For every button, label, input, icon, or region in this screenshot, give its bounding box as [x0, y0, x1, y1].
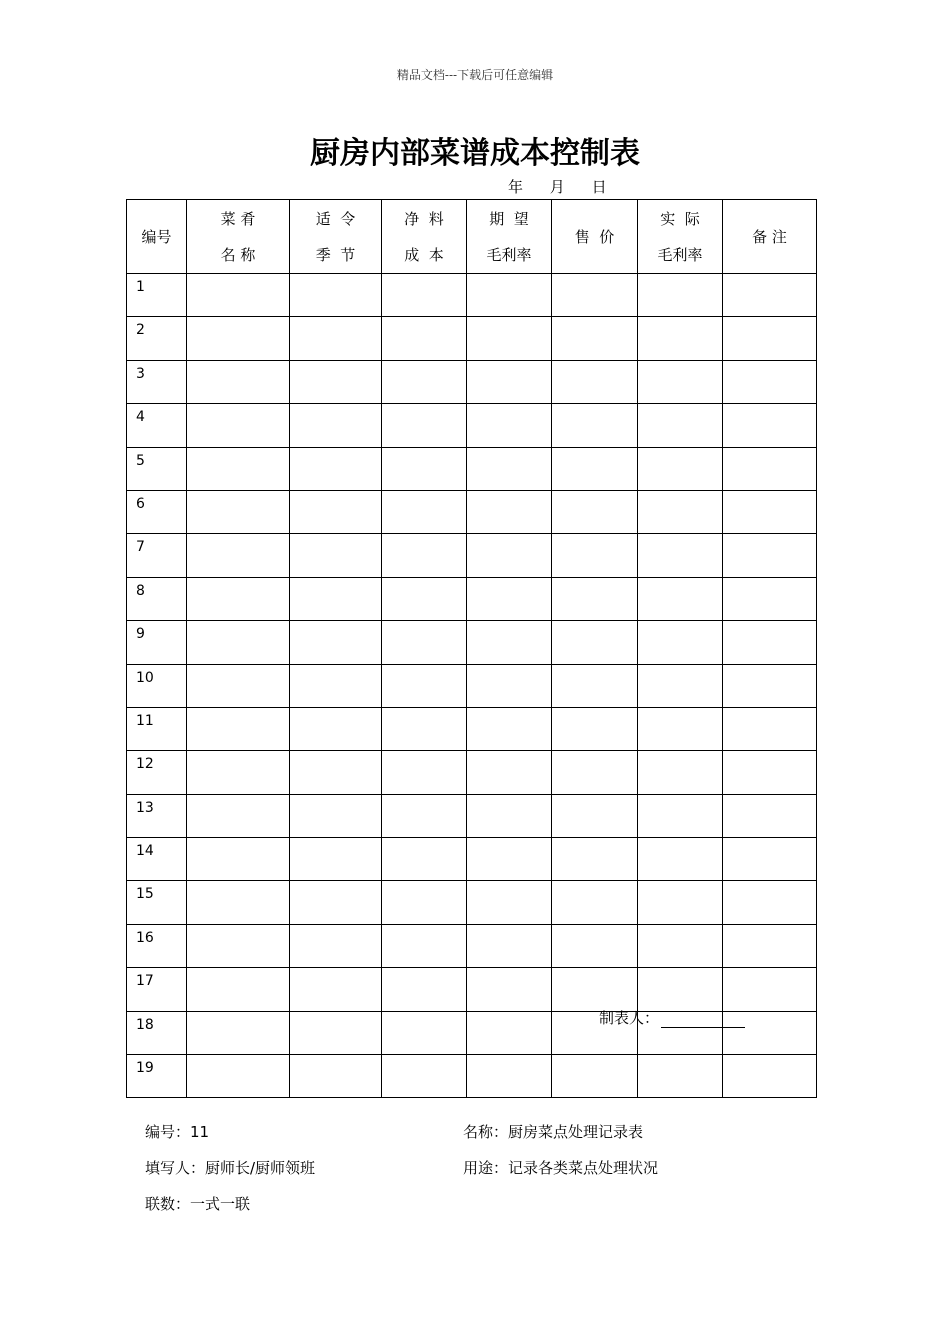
table-row — [127, 404, 817, 447]
table-cell[interactable] — [290, 360, 382, 403]
table-cell[interactable] — [723, 794, 817, 837]
table-cell[interactable] — [723, 447, 817, 490]
table-cell[interactable] — [467, 751, 552, 794]
table-cell[interactable] — [552, 577, 638, 620]
table-cell[interactable] — [723, 490, 817, 533]
table-cell[interactable] — [467, 794, 552, 837]
table-cell[interactable] — [552, 968, 638, 1011]
table-cell[interactable] — [552, 794, 638, 837]
table-cell[interactable] — [552, 924, 638, 967]
table-cell[interactable] — [723, 621, 817, 664]
row-number: 7 — [127, 534, 187, 577]
table-cell[interactable] — [723, 317, 817, 360]
row-number: 9 — [127, 621, 187, 664]
table-cell[interactable] — [290, 577, 382, 620]
table-cell[interactable] — [467, 360, 552, 403]
table-cell[interactable] — [552, 838, 638, 881]
table-row — [127, 924, 817, 967]
table-cell[interactable] — [187, 664, 290, 707]
watermark-header: 精品文档---下载后可任意编辑 — [396, 68, 554, 82]
table-cell[interactable] — [638, 838, 723, 881]
table-cell[interactable] — [638, 794, 723, 837]
table-cell[interactable] — [187, 924, 290, 967]
row-number: 3 — [127, 360, 187, 403]
row-number: 18 — [127, 1011, 187, 1054]
table-cell[interactable] — [382, 274, 467, 317]
row-number: 14 — [127, 838, 187, 881]
date-month: 月 — [549, 178, 565, 196]
footer-copies: 联数：一式一联 — [145, 1195, 251, 1213]
column-header-line: 售 价 — [574, 227, 615, 246]
table-row — [127, 490, 817, 533]
table-cell[interactable] — [382, 707, 467, 750]
table-cell[interactable] — [723, 924, 817, 967]
table-cell[interactable] — [552, 447, 638, 490]
table-cell[interactable] — [382, 404, 467, 447]
column-header-line: 编号 — [141, 227, 172, 246]
table-cell[interactable] — [382, 838, 467, 881]
table-cell[interactable] — [638, 664, 723, 707]
table-cell[interactable] — [187, 1011, 290, 1054]
footer-usage: 用途：记录各类菜点处理状况 — [463, 1159, 659, 1177]
table-cell[interactable] — [290, 1055, 382, 1098]
table-cell[interactable] — [290, 447, 382, 490]
row-number: 15 — [127, 881, 187, 924]
column-header-line: 成 本 — [404, 245, 444, 264]
table-cell[interactable] — [552, 404, 638, 447]
row-number: 5 — [127, 447, 187, 490]
table-row — [127, 360, 817, 403]
row-number: 19 — [127, 1055, 187, 1098]
column-header — [638, 200, 723, 274]
table-cell[interactable] — [467, 534, 552, 577]
table-cell[interactable] — [382, 317, 467, 360]
table-body — [127, 274, 817, 1098]
table-cell[interactable] — [638, 621, 723, 664]
table-cell[interactable] — [290, 881, 382, 924]
table-cell[interactable] — [467, 490, 552, 533]
table-row — [127, 534, 817, 577]
maker-signature — [599, 1007, 745, 1028]
table-cell[interactable] — [382, 621, 467, 664]
table-cell[interactable] — [723, 664, 817, 707]
row-number: 11 — [127, 707, 187, 750]
table-cell[interactable] — [187, 751, 290, 794]
table-cell[interactable] — [187, 447, 290, 490]
table-cell[interactable] — [187, 534, 290, 577]
table-cell[interactable] — [290, 274, 382, 317]
table-row — [127, 707, 817, 750]
table-cell[interactable] — [467, 664, 552, 707]
table-cell[interactable] — [467, 274, 552, 317]
table-cell[interactable] — [382, 881, 467, 924]
table-cell[interactable] — [467, 838, 552, 881]
table-cell[interactable] — [187, 707, 290, 750]
row-number: 12 — [127, 751, 187, 794]
table-cell[interactable] — [552, 534, 638, 577]
row-number: 13 — [127, 794, 187, 837]
table-cell[interactable] — [290, 317, 382, 360]
table-cell[interactable] — [723, 838, 817, 881]
table-cell[interactable] — [638, 751, 723, 794]
column-header-line: 毛利率 — [657, 245, 703, 264]
footer-name: 名称：厨房菜点处理记录表 — [463, 1123, 644, 1141]
table-cell[interactable] — [467, 621, 552, 664]
row-number: 4 — [127, 404, 187, 447]
table-cell[interactable] — [382, 577, 467, 620]
column-header-line: 净 料 — [404, 209, 444, 228]
table-cell[interactable] — [552, 621, 638, 664]
table-row — [127, 968, 817, 1011]
table-cell[interactable] — [382, 794, 467, 837]
cost-control-table — [126, 199, 817, 1098]
table-cell[interactable] — [638, 317, 723, 360]
table-cell[interactable] — [382, 360, 467, 403]
table-cell[interactable] — [467, 968, 552, 1011]
table-cell[interactable] — [638, 577, 723, 620]
table-cell[interactable] — [723, 751, 817, 794]
table-cell[interactable] — [638, 707, 723, 750]
table-cell[interactable] — [382, 447, 467, 490]
table-cell[interactable] — [638, 924, 723, 967]
table-row — [127, 664, 817, 707]
table-cell[interactable] — [290, 924, 382, 967]
table-cell[interactable] — [187, 881, 290, 924]
table-cell[interactable] — [552, 360, 638, 403]
row-number: 17 — [127, 968, 187, 1011]
table-row — [127, 751, 817, 794]
table-cell[interactable] — [638, 881, 723, 924]
table-cell[interactable] — [723, 534, 817, 577]
row-number: 6 — [127, 490, 187, 533]
table-cell[interactable] — [552, 317, 638, 360]
row-number: 8 — [127, 577, 187, 620]
maker-signature-blank[interactable] — [661, 1011, 745, 1028]
row-number: 16 — [127, 924, 187, 967]
table-row — [127, 881, 817, 924]
table-cell[interactable] — [290, 404, 382, 447]
table-row — [127, 577, 817, 620]
table-cell[interactable] — [552, 274, 638, 317]
column-header-line: 期 望 — [489, 209, 529, 228]
table-cell[interactable] — [638, 1055, 723, 1098]
table-cell[interactable] — [723, 881, 817, 924]
column-header-line: 菜 肴 — [220, 209, 256, 228]
row-number: 1 — [127, 274, 187, 317]
table-cell[interactable] — [382, 490, 467, 533]
table-cell[interactable] — [552, 707, 638, 750]
table-cell[interactable] — [723, 360, 817, 403]
table-cell[interactable] — [552, 664, 638, 707]
table-row — [127, 317, 817, 360]
table-cell[interactable] — [638, 534, 723, 577]
column-header — [382, 200, 467, 274]
table-cell[interactable] — [382, 924, 467, 967]
table-cell[interactable] — [187, 317, 290, 360]
table-cell[interactable] — [187, 621, 290, 664]
table-cell[interactable] — [552, 1055, 638, 1098]
table-cell[interactable] — [290, 1011, 382, 1054]
table-cell[interactable] — [723, 404, 817, 447]
column-header-line: 毛利率 — [486, 245, 532, 264]
table-cell[interactable] — [187, 968, 290, 1011]
table-cell[interactable] — [638, 490, 723, 533]
footer-number: 编号：11 — [145, 1123, 210, 1141]
table-cell[interactable] — [290, 707, 382, 750]
column-header-line: 季 节 — [315, 245, 356, 264]
table-cell[interactable] — [382, 1055, 467, 1098]
table-cell[interactable] — [467, 1011, 552, 1054]
table-cell[interactable] — [552, 881, 638, 924]
table-cell[interactable] — [382, 751, 467, 794]
table-cell[interactable] — [467, 404, 552, 447]
table-row — [127, 274, 817, 317]
table-cell[interactable] — [382, 1011, 467, 1054]
table-cell[interactable] — [187, 360, 290, 403]
table-cell[interactable] — [290, 794, 382, 837]
table-cell[interactable] — [723, 707, 817, 750]
table-row — [127, 447, 817, 490]
page-title: 厨房内部菜谱成本控制表 — [310, 136, 640, 171]
table-cell[interactable] — [638, 274, 723, 317]
maker-label: 制表人： — [599, 1009, 660, 1027]
column-header — [467, 200, 552, 274]
table-cell[interactable] — [638, 404, 723, 447]
table-cell[interactable] — [290, 621, 382, 664]
table-cell[interactable] — [723, 274, 817, 317]
table-row — [127, 838, 817, 881]
table-cell[interactable] — [187, 404, 290, 447]
column-header — [723, 200, 817, 274]
table-cell[interactable] — [552, 751, 638, 794]
column-header-line: 备 注 — [752, 227, 787, 246]
table-cell[interactable] — [290, 664, 382, 707]
column-header — [552, 200, 638, 274]
column-header-line: 名 称 — [220, 245, 256, 264]
table-header-row — [127, 200, 817, 274]
table-cell[interactable] — [723, 1055, 817, 1098]
table-cell[interactable] — [187, 577, 290, 620]
table-cell[interactable] — [382, 534, 467, 577]
table-cell[interactable] — [187, 794, 290, 837]
table-cell[interactable] — [290, 838, 382, 881]
table-row — [127, 794, 817, 837]
footer-filler: 填写人：厨师长/厨师领班 — [145, 1159, 316, 1177]
table-cell[interactable] — [290, 968, 382, 1011]
table-cell[interactable] — [467, 1055, 552, 1098]
table-cell[interactable] — [723, 968, 817, 1011]
date-day: 日 — [591, 178, 607, 196]
table-cell[interactable] — [467, 707, 552, 750]
table-cell[interactable] — [187, 490, 290, 533]
table-cell[interactable] — [552, 490, 638, 533]
column-header — [187, 200, 290, 274]
date-line — [508, 176, 629, 197]
table-cell[interactable] — [723, 577, 817, 620]
date-year: 年 — [508, 178, 524, 196]
table-cell[interactable] — [187, 838, 290, 881]
table-cell[interactable] — [382, 968, 467, 1011]
column-header — [127, 200, 187, 274]
column-header — [290, 200, 382, 274]
table-cell[interactable] — [187, 274, 290, 317]
table-cell[interactable] — [467, 881, 552, 924]
table-cell[interactable] — [467, 924, 552, 967]
table-cell[interactable] — [187, 1055, 290, 1098]
table-cell[interactable] — [382, 664, 467, 707]
table-cell[interactable] — [467, 447, 552, 490]
row-number: 10 — [127, 664, 187, 707]
table-cell[interactable] — [467, 317, 552, 360]
table-cell[interactable] — [290, 534, 382, 577]
table-row — [127, 1055, 817, 1098]
table-cell[interactable] — [290, 490, 382, 533]
column-header-line: 适 令 — [315, 209, 356, 228]
column-header-line: 实 际 — [660, 209, 700, 228]
table-cell[interactable] — [638, 968, 723, 1011]
table-cell[interactable] — [638, 360, 723, 403]
table-cell[interactable] — [467, 577, 552, 620]
table-row — [127, 621, 817, 664]
row-number: 2 — [127, 317, 187, 360]
table-cell[interactable] — [290, 751, 382, 794]
table-cell[interactable] — [638, 447, 723, 490]
